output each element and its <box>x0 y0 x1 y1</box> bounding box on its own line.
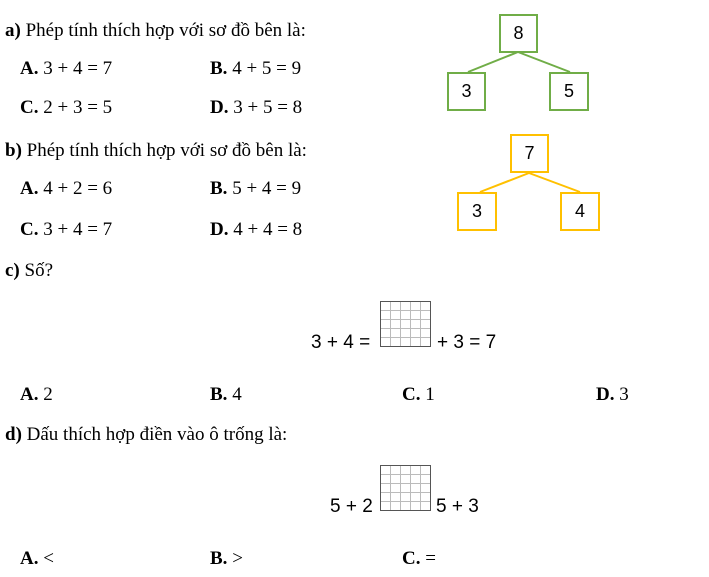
option-a-B[interactable]: B. 4 + 5 = 9 <box>210 58 302 79</box>
option-b-B[interactable]: B. 5 + 4 = 9 <box>210 178 302 199</box>
option-b-A[interactable]: A. 4 + 2 = 6 <box>20 178 113 199</box>
question-d: d) Dấu thích hợp điền vào ô trống là: <box>5 424 288 445</box>
option-a-A[interactable]: A. 3 + 4 = 7 <box>20 58 113 79</box>
option-c-C[interactable]: C. 1 <box>402 384 435 405</box>
option-a-D[interactable]: D. 3 + 5 = 8 <box>210 97 303 118</box>
answer-box-c[interactable] <box>380 301 431 347</box>
option-d-B[interactable]: B. > <box>210 548 243 569</box>
diagram-b-top-box: 7 <box>510 134 549 173</box>
equation-c-right: + 3 = 7 <box>437 332 497 353</box>
option-d-C[interactable]: C. = <box>402 548 436 569</box>
diagram-a-right-box: 5 <box>549 72 589 111</box>
equation-d-right: 5 + 3 <box>436 496 479 517</box>
equation-d-left: 5 + 2 <box>330 496 373 517</box>
equation-c-left: 3 + 4 = <box>311 332 371 353</box>
question-a: a) Phép tính thích hợp với sơ đồ bên là: <box>5 20 306 41</box>
option-d-A[interactable]: A. < <box>20 548 54 569</box>
option-c-D[interactable]: D. 3 <box>596 384 629 405</box>
option-b-D[interactable]: D. 4 + 4 = 8 <box>210 219 303 240</box>
option-a-C[interactable]: C. 2 + 3 = 5 <box>20 97 113 118</box>
diagram-a-top-box: 8 <box>499 14 538 53</box>
option-c-B[interactable]: B. 4 <box>210 384 242 405</box>
diagram-a-left-box: 3 <box>447 72 486 111</box>
option-c-A[interactable]: A. 2 <box>20 384 53 405</box>
answer-box-d[interactable] <box>380 465 431 511</box>
question-c: c) Số? <box>5 260 54 281</box>
question-b: b) Phép tính thích hợp với sơ đồ bên là: <box>5 140 307 161</box>
diagram-b-right-box: 4 <box>560 192 600 231</box>
diagram-b-left-box: 3 <box>457 192 497 231</box>
option-b-C[interactable]: C. 3 + 4 = 7 <box>20 219 113 240</box>
